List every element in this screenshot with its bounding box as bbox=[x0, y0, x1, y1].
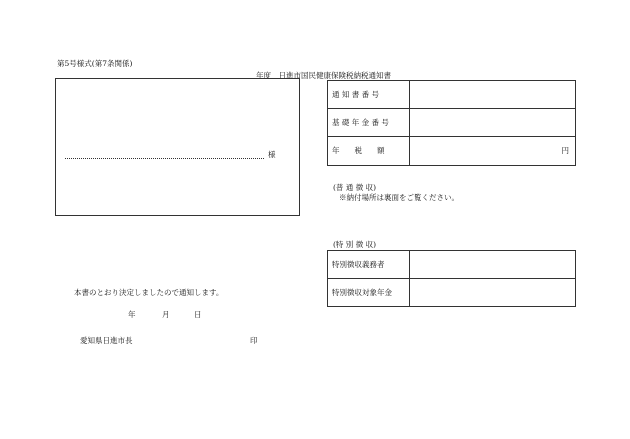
pension-number-label: 基 礎 年 金 番 号 bbox=[328, 109, 410, 136]
table-row-obligor bbox=[328, 251, 575, 279]
date-month-label: 月 bbox=[162, 310, 170, 319]
obligor-label: 特別徴収義務者 bbox=[328, 251, 410, 278]
table-row-notice-number bbox=[328, 81, 575, 109]
form-number: 第5号様式(第7条関係) bbox=[57, 59, 133, 68]
annual-tax-value bbox=[410, 137, 575, 165]
obligor-value bbox=[410, 251, 575, 278]
table-row-target-pension bbox=[328, 279, 575, 307]
yen-unit: 円 bbox=[561, 146, 569, 155]
table-row-annual-tax bbox=[328, 137, 575, 165]
issuer-name: 愛知県日進市長 bbox=[80, 336, 133, 345]
target-pension-value bbox=[410, 279, 575, 307]
seal-mark: 印 bbox=[250, 336, 258, 345]
date-year-label: 年 bbox=[128, 310, 136, 319]
notice-number-label: 通 知 書 番 号 bbox=[328, 81, 410, 108]
ordinary-collection-heading: (普 通 徴 収) bbox=[333, 183, 377, 192]
annual-tax-label: 年 税 額 bbox=[328, 137, 410, 165]
table-row-pension-number bbox=[328, 109, 575, 137]
notice-statement: 本書のとおり決定しましたので通知します。 bbox=[74, 288, 224, 297]
target-pension-label: 特別徴収対象年金 bbox=[328, 279, 410, 307]
honorific-label: 様 bbox=[268, 150, 276, 159]
pension-number-value bbox=[410, 109, 575, 136]
address-name-line bbox=[65, 158, 264, 159]
special-collection-table bbox=[327, 250, 576, 307]
address-box bbox=[55, 78, 300, 216]
info-table bbox=[327, 80, 576, 166]
document-title: 年度 日進市国民健康保険税納税通知書 bbox=[256, 71, 391, 80]
payment-place-note: ※納付場所は裏面をご覧ください。 bbox=[339, 193, 459, 202]
date-day-label: 日 bbox=[194, 310, 202, 319]
notice-number-value bbox=[410, 81, 575, 108]
special-collection-heading: (特 別 徴 収) bbox=[333, 240, 377, 249]
